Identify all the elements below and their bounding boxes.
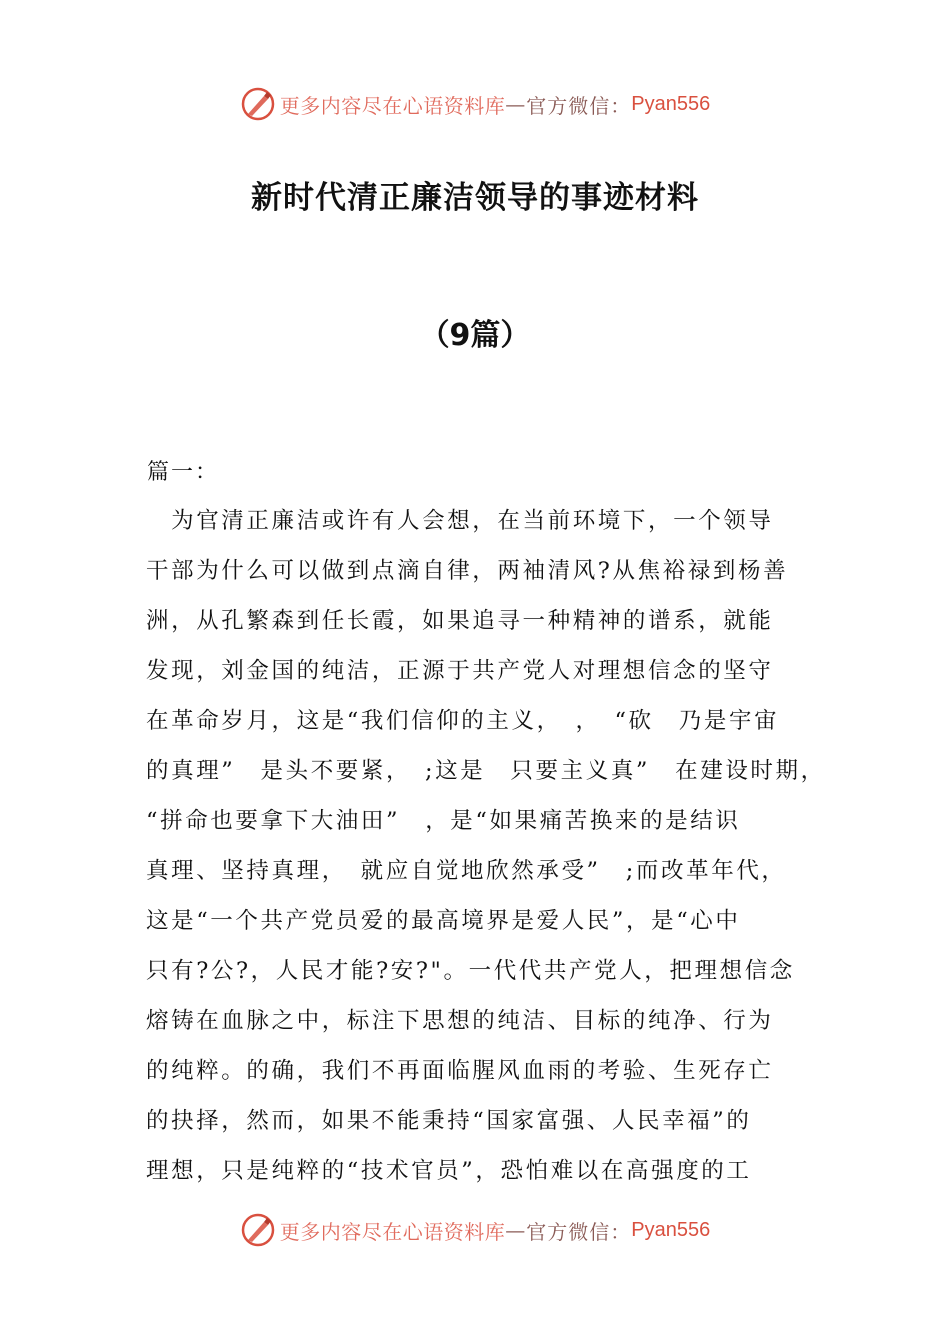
- banner-wechat-id: Pyan556: [631, 92, 711, 115]
- body-line: 发现，刘金国的纯洁，正源于共产党人对理想信念的坚守: [146, 658, 774, 684]
- body-line: 真理、坚持真理， 就应自觉地欣然承受” ;而改革年代，: [146, 858, 787, 884]
- body-line: 为官清正廉洁或许有人会想，在当前环境下，一个领导: [146, 508, 774, 534]
- body-line: 洲，从孔繁森到任长霞，如果追寻一种精神的谱系，就能: [146, 608, 774, 634]
- body-line: 干部为什么可以做到点滴自律，两袖清风?从焦裕禄到杨善: [146, 558, 789, 584]
- body-line: 的纯粹。的确，我们不再面临腥风血雨的考验、生死存亡: [146, 1058, 774, 1084]
- body-line: 这是“一个共产党员爱的最高境界是爱人民”，是“心中: [146, 908, 741, 934]
- footer-banner: [0, 1210, 950, 1250]
- banner-official: 官方微信：: [526, 1219, 632, 1244]
- banner-brand: 更多内容尽在心语资料库: [279, 1219, 506, 1244]
- body-line: “拼命也要拿下大油田” ，是“如果痛苦换来的是结识: [146, 808, 741, 834]
- banner-official: 官方微信：: [526, 93, 632, 118]
- banner-wechat-id: Pyan556: [631, 1218, 711, 1241]
- document-subtitle: （9篇）: [419, 318, 531, 353]
- banner-dash: —: [505, 1218, 527, 1242]
- body-line: 在革命岁月，这是“我们信仰的主义， ， “砍 乃是宇宙: [146, 708, 780, 734]
- section-label: 篇一：: [147, 460, 220, 485]
- body-text: [146, 496, 826, 1196]
- body-line: 的抉择，然而，如果不能秉持“国家富强、人民幸福”的: [146, 1108, 752, 1134]
- banner-dash: —: [505, 92, 527, 116]
- body-line: 理想，只是纯粹的“技术官员”，恐怕难以在高强度的工: [146, 1158, 752, 1184]
- body-line: 熔铸在血脉之中，标注下思想的纯洁、目标的纯净、行为: [146, 1008, 774, 1034]
- header-banner: [0, 84, 950, 124]
- body-line: 的真理” 是头不要紧， ;这是 只要主义真” 在建设时期，: [146, 758, 826, 784]
- pen-logo-icon: [240, 1212, 276, 1248]
- banner-brand: 更多内容尽在心语资料库: [279, 93, 506, 118]
- document-title: 新时代清正廉洁领导的事迹材料: [251, 180, 699, 216]
- body-line: 只有?公?，人民才能?安?"。一代代共产党人，把理想信念: [146, 958, 795, 984]
- pen-logo-icon: [240, 86, 276, 122]
